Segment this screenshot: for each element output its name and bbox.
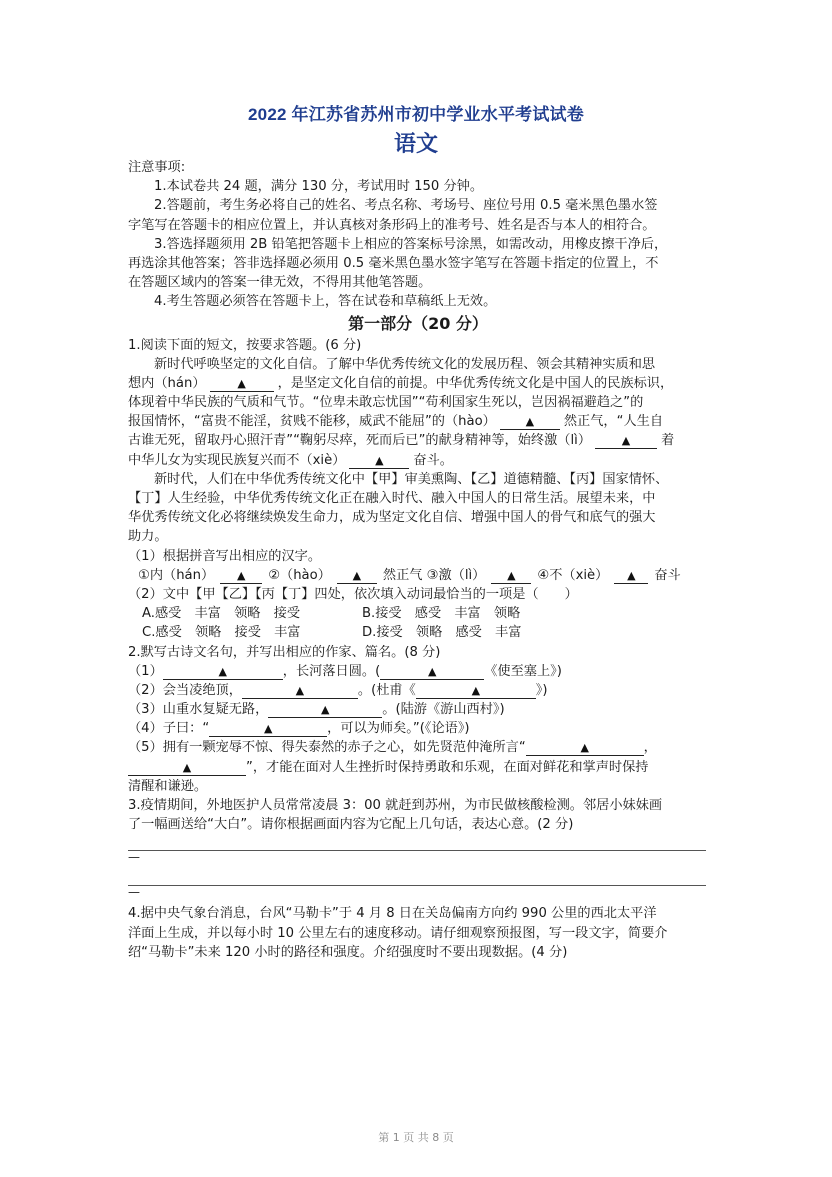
notice-item: 字笔写在答题卡的相应位置上，并认真核对条形码上的准考号、姓名是否与本人的相符合。: [128, 217, 656, 233]
answer-blank[interactable]: ▲: [210, 376, 274, 392]
choice-option-c[interactable]: C.感受 领略 接受 丰富: [142, 625, 301, 641]
choice-option-a[interactable]: A.感受 丰富 领略 接受: [142, 606, 301, 622]
passage-line: 华优秀传统文化必将继续焕发生命力，成为坚定文化自信、增强中国人的骨气和底气的强大: [128, 510, 656, 526]
choice-option-d[interactable]: D.接受 领略 感受 丰富: [362, 625, 522, 641]
answer-line[interactable]: [128, 840, 706, 851]
answer-blank[interactable]: ▲: [491, 568, 531, 584]
passage-line: 体现着中华民族的气质和气节。“位卑未敢忘忧国”“苟利国家生死以，岂因祸福避趋之”的: [128, 395, 644, 411]
answer-blank[interactable]: ▲: [163, 664, 283, 680]
answer-blank[interactable]: ▲: [128, 760, 246, 776]
answer-blank[interactable]: ▲: [337, 568, 377, 584]
passage-line: 中华儿女为实现民族复兴而不（xiè） ▲ 奋斗。: [128, 452, 453, 468]
answer-blank[interactable]: ▲: [349, 453, 409, 469]
question-stem: 4.据中央气象台消息，台风“马勒卡”于 4 月 8 日在关岛偏南方向约 990 公里的西北太平洋: [128, 906, 657, 922]
passage-line: 新时代呼唤坚定的文化自信。了解中华优秀传统文化的发展历程、领会其精神实质和思: [154, 356, 656, 372]
answer-blank[interactable]: ▲: [526, 740, 644, 756]
answer-blank[interactable]: ▲: [614, 568, 648, 584]
answer-blank[interactable]: ▲: [416, 683, 536, 699]
notice-item: 2.答题前，考生务必将自己的姓名、考点名称、考场号、座位号用 0.5 毫米黑色墨水签: [154, 198, 658, 214]
question-stem: 了一幅画送给“大白”。请你根据画面内容为它配上几句话，表达心意。(2 分): [128, 817, 574, 833]
sub-question: （3）山重水复疑无路， ▲ 。(陆游《游山西村》): [128, 702, 505, 718]
answer-blank[interactable]: ▲: [220, 568, 262, 584]
answer-blank[interactable]: ▲: [209, 721, 327, 737]
exam-title: 2022 年江苏省苏州市初中学业水平考试试卷: [248, 105, 584, 124]
answer-line-dash: —: [128, 885, 140, 900]
answer-blank[interactable]: ▲: [242, 683, 358, 699]
subject-title: 语文: [393, 132, 438, 157]
question-stem: 洋面上生成，并以每小时 10 公里左右的速度移动。请仔细观察预报图，写一段文字，简要介: [128, 925, 668, 941]
section-title: 第一部分（20 分）: [348, 313, 488, 333]
choice-options: [128, 623, 708, 642]
exam-body: [128, 158, 708, 962]
question-stem: 3.疫情期间，外地医护人员常常凌晨 3：00 就赶到苏州，为市民做核酸检测。邻居小妹妹画: [128, 798, 663, 813]
answer-blank[interactable]: ▲: [268, 702, 382, 718]
page-footer: 第 1 页 共 8 页: [378, 1131, 454, 1144]
notice-item: 4.考生答题必须答在答题卡上，答在试卷和草稿纸上无效。: [154, 294, 497, 310]
answer-blank[interactable]: ▲: [500, 414, 560, 430]
passage-line: 古谁无死，留取丹心照汗青”“鞠躬尽瘁，死而后已”的献身精神等，始终激（lì） ▲ 着: [128, 433, 675, 449]
sub-question: 清醒和谦逊。: [128, 778, 208, 794]
answer-blank[interactable]: ▲: [380, 664, 484, 680]
sub-question: （5）拥有一颗宠辱不惊、得失泰然的赤子之心，如先贤范仲淹所言“ ▲ ，: [128, 740, 657, 756]
sub-question: （2）文中【甲【乙】【丙【丁】四处，依次填入动词最恰当的一项是（ ）: [128, 586, 578, 602]
passage-line: 助力。: [128, 529, 168, 545]
question-stem: 绍“马勒卡”未来 120 小时的路径和强度。介绍强度时不要出现数据。(4 分): [128, 944, 568, 960]
notice-heading: 注意事项:: [128, 160, 186, 175]
passage-line: 【丁】人生经验，中华优秀传统文化正在融入时代、融入中国人的日常生活。展望未来，中: [128, 491, 656, 506]
sub-question: （2）会当凌绝顶， ▲ 。(杜甫《 ▲ 》): [128, 682, 548, 698]
passage-line: 想内（hán） ▲ ，是坚定文化自信的前提。中华优秀传统文化是中国人的民族标识，: [128, 375, 674, 391]
answer-line-dash: —: [128, 850, 140, 865]
passage-line: 报国情怀，“富贵不能淫，贫贱不能移，威武不能屈”的（hào） ▲ 然正气，“人生自: [128, 414, 664, 430]
notice-item: 1.本试卷共 24 题，满分 130 分，考试用时 150 分钟。: [154, 179, 484, 195]
sub-question-blanks: ①内（hán） ▲ ②（hào） ▲ 然正气 ③激（lì） ▲ ④不（xiè） ▲ 奋斗: [138, 567, 681, 583]
sub-question: ▲ ”，才能在面对人生挫折时保持勇敢和乐观，在面对鲜花和掌声时保持: [128, 758, 708, 777]
passage-line: 新时代，人们在中华优秀传统文化中【甲】审美熏陶、【乙】道德精髓、【丙】国家情怀、: [154, 471, 669, 487]
answer-blank[interactable]: ▲: [595, 433, 657, 449]
answer-line[interactable]: [128, 875, 706, 886]
notice-item: 3.答选择题须用 2B 铅笔把答题卡上相应的答案标号涂黑，如需改动，用橡皮擦干净后，: [154, 236, 668, 252]
choice-options: [128, 604, 708, 623]
sub-question: （4）子曰：“ ▲ ，可以为师矣。”(《论语》): [128, 721, 470, 737]
question-stem: 1.阅读下面的短文，按要求答题。(6 分): [128, 337, 362, 353]
sub-question: （1） ▲ ，长河落日圆。( ▲ 《使至塞上》): [128, 663, 562, 679]
question-stem: 2.默写古诗文名句，并写出相应的作家、篇名。(8 分): [128, 644, 441, 660]
notice-item: 再选涂其他答案；答非选择题必须用 0.5 毫米黑色墨水签字笔写在答题卡指定的位置上，不: [128, 255, 659, 271]
sub-question: （1）根据拼音写出相应的汉字。: [128, 548, 322, 564]
choice-option-b[interactable]: B.接受 感受 丰富 领略: [362, 606, 521, 622]
notice-item: 在答题区域内的答案一律无效，不得用其他笔答题。: [128, 275, 432, 291]
